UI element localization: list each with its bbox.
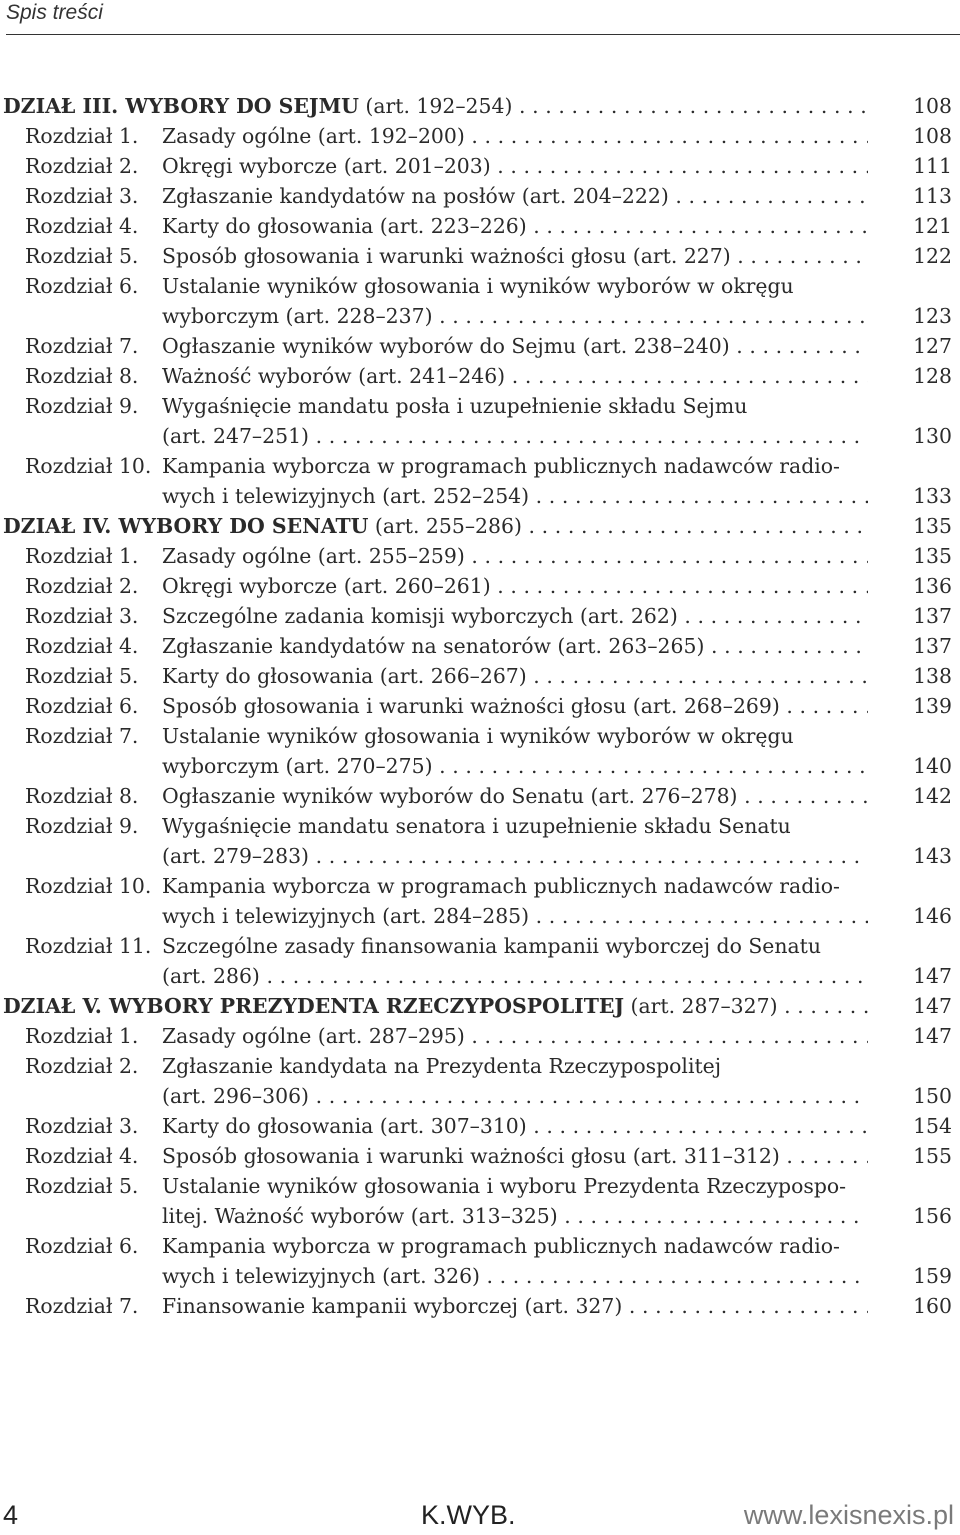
title-line (162, 1291, 868, 1321)
title-text: litej. Ważność wyborów (art. 313–325) (162, 1204, 558, 1228)
title-line (162, 481, 868, 511)
title-line (162, 601, 868, 631)
toc-chapter-entry[interactable] (0, 1021, 960, 1051)
page-ref: 138 (913, 664, 952, 688)
title-text: Karty do głosowania (art. 307–310) (162, 1114, 527, 1138)
entry-title (162, 181, 868, 211)
toc-chapter-entry[interactable] (0, 931, 960, 991)
toc-chapter-entry[interactable] (0, 1291, 960, 1321)
title-text: Ustalanie wyników głosowania i wyników wyborów w okręgu (162, 274, 794, 298)
title-line (162, 961, 868, 991)
entry-title (162, 721, 868, 781)
toc-chapter-entry[interactable] (0, 691, 960, 721)
chapter-label: Rozdział 1. (25, 544, 139, 568)
entry-title (162, 661, 868, 691)
page-ref: 121 (913, 214, 952, 238)
entry-title (162, 871, 868, 931)
toc-chapter-entry[interactable] (0, 241, 960, 271)
title-text: Kampania wyborcza w programach publicznych nadawców radio- (162, 874, 840, 898)
part-heading: DZIAŁ V. WYBORY PREZYDENTA RZECZYPOSPOLITEJ (3, 994, 625, 1018)
chapter-label: Rozdział 6. (25, 694, 139, 718)
chapter-label: Rozdział 1. (25, 1024, 139, 1048)
toc-chapter-entry[interactable] (0, 871, 960, 931)
entry-title (162, 451, 868, 511)
page-ref: 122 (913, 244, 952, 268)
chapter-label: Rozdział 6. (25, 1234, 139, 1258)
title-line (162, 1171, 868, 1201)
toc-chapter-entry[interactable] (0, 271, 960, 331)
publisher-website: www.lexisnexis.pl (743, 1500, 954, 1530)
chapter-label: Rozdział 4. (25, 214, 139, 238)
title-text: Okręgi wyborcze (art. 201–203) (162, 154, 491, 178)
title-text: Ważność wyborów (art. 241–246) (162, 364, 506, 388)
title-line (162, 1261, 868, 1291)
page-ref: 135 (913, 514, 952, 538)
title-line (162, 721, 868, 751)
title-line (162, 361, 868, 391)
chapter-label: Rozdział 2. (25, 574, 139, 598)
entry-title (162, 1021, 868, 1051)
chapter-label: Rozdział 3. (25, 604, 139, 628)
publication-code: K.WYB. (421, 1500, 516, 1530)
chapter-label: Rozdział 7. (25, 724, 139, 748)
page-ref: 108 (913, 94, 952, 118)
toc-chapter-entry[interactable] (0, 121, 960, 151)
title-text: Karty do głosowania (art. 223–226) (162, 214, 527, 238)
page-ref: 154 (913, 1114, 952, 1138)
toc-chapter-entry[interactable] (0, 1111, 960, 1141)
entry-title (162, 211, 868, 241)
title-line (162, 271, 868, 301)
entry-title (162, 151, 868, 181)
entry-title (162, 1051, 868, 1111)
title-text: Ustalanie wyników głosowania i wyników wyborów w okręgu (162, 724, 794, 748)
entry-title (162, 571, 868, 601)
title-text: Ogłaszanie wyników wyborów do Sejmu (art. 238–240) (162, 334, 730, 358)
page-ref: 159 (913, 1264, 952, 1288)
title-text: Ustalanie wyników głosowania i wyboru Prezydenta Rzeczypospo- (162, 1174, 847, 1198)
page-ref: 133 (913, 484, 952, 508)
chapter-label: Rozdział 10. (25, 874, 152, 898)
title-line (3, 91, 868, 121)
entry-title (162, 601, 868, 631)
chapter-label: Rozdział 5. (25, 1174, 139, 1198)
chapter-label: Rozdział 11. (25, 934, 152, 958)
table-of-contents (0, 91, 960, 1321)
entry-title (3, 991, 868, 1021)
chapter-label: Rozdział 4. (25, 634, 139, 658)
page-ref: 146 (913, 904, 952, 928)
title-line (162, 901, 868, 931)
title-text: Zgłaszanie kandydatów na posłów (art. 204–222) (162, 184, 669, 208)
title-text: Kampania wyborcza w programach publicznych nadawców radio- (162, 454, 840, 478)
title-text: Szczególne zasady finansowania kampanii wyborczej do Senatu (162, 934, 821, 958)
title-line (162, 211, 868, 241)
title-text: Zasady ogólne (art. 192–200) (162, 124, 465, 148)
chapter-label: Rozdział 8. (25, 784, 139, 808)
header-title: Spis treści (6, 1, 103, 24)
title-line (162, 241, 868, 271)
page-ref: 111 (913, 154, 952, 178)
chapter-label: Rozdział 5. (25, 664, 139, 688)
page-ref: 140 (913, 754, 952, 778)
entry-title (3, 91, 868, 121)
title-line (162, 631, 868, 661)
page-ref: 147 (913, 994, 952, 1018)
title-text: wych i telewizyjnych (art. 252–254) (162, 484, 530, 508)
title-line (162, 751, 868, 781)
toc-chapter-entry[interactable] (0, 361, 960, 391)
toc-chapter-entry[interactable] (0, 181, 960, 211)
toc-chapter-entry[interactable] (0, 1051, 960, 1111)
toc-chapter-entry[interactable] (0, 391, 960, 451)
page-ref: 150 (913, 1084, 952, 1108)
title-line (3, 991, 868, 1021)
title-text: Wygaśnięcie mandatu posła i uzupełnienie składu Sejmu (162, 394, 748, 418)
chapter-label: Rozdział 8. (25, 364, 139, 388)
chapter-label: Rozdział 9. (25, 394, 139, 418)
title-line (162, 1051, 868, 1081)
page-ref: 147 (913, 1024, 952, 1048)
title-line (162, 691, 868, 721)
title-line (162, 1081, 868, 1111)
page-ref: 137 (913, 604, 952, 628)
entry-title (162, 1291, 868, 1321)
toc-chapter-entry[interactable] (0, 1171, 960, 1231)
page-ref: 130 (913, 424, 952, 448)
page-number: 4 (3, 1500, 19, 1530)
title-line (162, 121, 868, 151)
chapter-label: Rozdział 10. (25, 454, 152, 478)
title-text: Zgłaszanie kandydata na Prezydenta Rzeczypospolitej (162, 1054, 722, 1078)
title-line (162, 1141, 868, 1171)
title-line (162, 781, 868, 811)
entry-title (162, 1231, 868, 1291)
title-line (162, 1201, 868, 1231)
page-ref: 136 (913, 574, 952, 598)
toc-chapter-entry[interactable] (0, 331, 960, 361)
title-line (162, 151, 868, 181)
title-text: (art. 279–283) (162, 844, 310, 868)
title-text: Zasady ogólne (art. 255–259) (162, 544, 465, 568)
page-ref: 108 (913, 124, 952, 148)
title-line (162, 1231, 868, 1261)
title-text: Zgłaszanie kandydatów na senatorów (art. 263–265) (162, 634, 705, 658)
page-ref: 113 (913, 184, 952, 208)
chapter-label: Rozdział 3. (25, 1114, 139, 1138)
toc-part-entry[interactable] (0, 91, 960, 121)
entry-title (162, 1171, 868, 1231)
toc-chapter-entry[interactable] (0, 151, 960, 181)
header-rule (6, 34, 960, 35)
entry-title (162, 361, 868, 391)
page-ref: 160 (913, 1294, 952, 1318)
title-line (162, 451, 868, 481)
page-ref: 143 (913, 844, 952, 868)
toc-chapter-entry[interactable] (0, 541, 960, 571)
page-ref: 135 (913, 544, 952, 568)
entry-title (162, 811, 868, 871)
chapter-label: Rozdział 3. (25, 184, 139, 208)
page-ref: 155 (913, 1144, 952, 1168)
toc-chapter-entry[interactable] (0, 1141, 960, 1171)
page-ref: 127 (913, 334, 952, 358)
title-line (162, 871, 868, 901)
entry-title (162, 271, 868, 331)
title-line (162, 931, 868, 961)
entry-title (162, 631, 868, 661)
toc-chapter-entry[interactable] (0, 811, 960, 871)
title-line (162, 1021, 868, 1051)
title-text: (art. 247–251) (162, 424, 310, 448)
chapter-label: Rozdział 7. (25, 334, 139, 358)
entry-title (162, 121, 868, 151)
running-header (3, 0, 960, 34)
title-text: Sposób głosowania i warunki ważności głosu (art. 268–269) (162, 694, 780, 718)
title-line (162, 391, 868, 421)
chapter-label: Rozdział 9. (25, 814, 139, 838)
title-text: (art. 287–327) (624, 994, 778, 1018)
toc-chapter-entry[interactable] (0, 661, 960, 691)
title-line (162, 331, 868, 361)
title-text: Okręgi wyborcze (art. 260–261) (162, 574, 491, 598)
toc-chapter-entry[interactable] (0, 1231, 960, 1291)
toc-chapter-entry[interactable] (0, 631, 960, 661)
title-line (162, 541, 868, 571)
entry-title (162, 931, 868, 991)
page-ref: 147 (913, 964, 952, 988)
chapter-label: Rozdział 2. (25, 154, 139, 178)
toc-chapter-entry[interactable] (0, 721, 960, 781)
page-ref: 123 (913, 304, 952, 328)
toc-part-entry[interactable] (0, 991, 960, 1021)
entry-title (162, 691, 868, 721)
toc-chapter-entry[interactable] (0, 571, 960, 601)
title-text: Karty do głosowania (art. 266–267) (162, 664, 527, 688)
entry-title (162, 391, 868, 451)
title-text: Zasady ogólne (art. 287–295) (162, 1024, 465, 1048)
title-text: Sposób głosowania i warunki ważności głosu (art. 227) (162, 244, 731, 268)
entry-title (3, 511, 868, 541)
chapter-label: Rozdział 6. (25, 274, 139, 298)
title-text: Ogłaszanie wyników wyborów do Senatu (art. 276–278) (162, 784, 738, 808)
page-footer (0, 1497, 960, 1535)
title-text: wyborczym (art. 228–237) (162, 304, 433, 328)
title-text: Kampania wyborcza w programach publicznych nadawców radio- (162, 1234, 840, 1258)
part-heading: DZIAŁ IV. WYBORY DO SENATU (3, 514, 369, 538)
title-text: (art. 192–254) (358, 94, 513, 118)
title-line (3, 511, 868, 541)
chapter-label: Rozdział 4. (25, 1144, 139, 1168)
title-text: Szczególne zadania komisji wyborczych (art. 262) (162, 604, 678, 628)
title-text: Wygaśnięcie mandatu senatora i uzupełnienie składu Senatu (162, 814, 791, 838)
title-line (162, 811, 868, 841)
chapter-label: Rozdział 1. (25, 124, 139, 148)
page-ref: 137 (913, 634, 952, 658)
title-line (162, 181, 868, 211)
title-line (162, 301, 868, 331)
title-line (162, 421, 868, 451)
page-ref: 142 (913, 784, 952, 808)
chapter-label: Rozdział 2. (25, 1054, 139, 1078)
page-ref: 128 (913, 364, 952, 388)
title-line (162, 571, 868, 601)
chapter-label: Rozdział 5. (25, 244, 139, 268)
title-text: wyborczym (art. 270–275) (162, 754, 433, 778)
entry-title (162, 541, 868, 571)
entry-title (162, 241, 868, 271)
title-text: wych i telewizyjnych (art. 284–285) (162, 904, 530, 928)
title-line (162, 1111, 868, 1141)
page-ref: 156 (913, 1204, 952, 1228)
part-heading: DZIAŁ III. WYBORY DO SEJMU (3, 94, 359, 118)
toc-chapter-entry[interactable] (0, 211, 960, 241)
entry-title (162, 781, 868, 811)
title-text: (art. 296–306) (162, 1084, 310, 1108)
title-text: wych i telewizyjnych (art. 326) (162, 1264, 480, 1288)
title-line (162, 841, 868, 871)
title-text: Finansowanie kampanii wyborczej (art. 327) (162, 1294, 623, 1318)
toc-chapter-entry[interactable] (0, 601, 960, 631)
entry-title (162, 331, 868, 361)
title-text: (art. 286) (162, 964, 260, 988)
title-line (162, 661, 868, 691)
page-ref: 139 (913, 694, 952, 718)
entry-title (162, 1111, 868, 1141)
toc-chapter-entry[interactable] (0, 451, 960, 511)
chapter-label: Rozdział 7. (25, 1294, 139, 1318)
toc-chapter-entry[interactable] (0, 781, 960, 811)
title-text: (art. 255–286) (368, 514, 522, 538)
entry-title (162, 1141, 868, 1171)
toc-part-entry[interactable] (0, 511, 960, 541)
title-text: Sposób głosowania i warunki ważności głosu (art. 311–312) (162, 1144, 780, 1168)
